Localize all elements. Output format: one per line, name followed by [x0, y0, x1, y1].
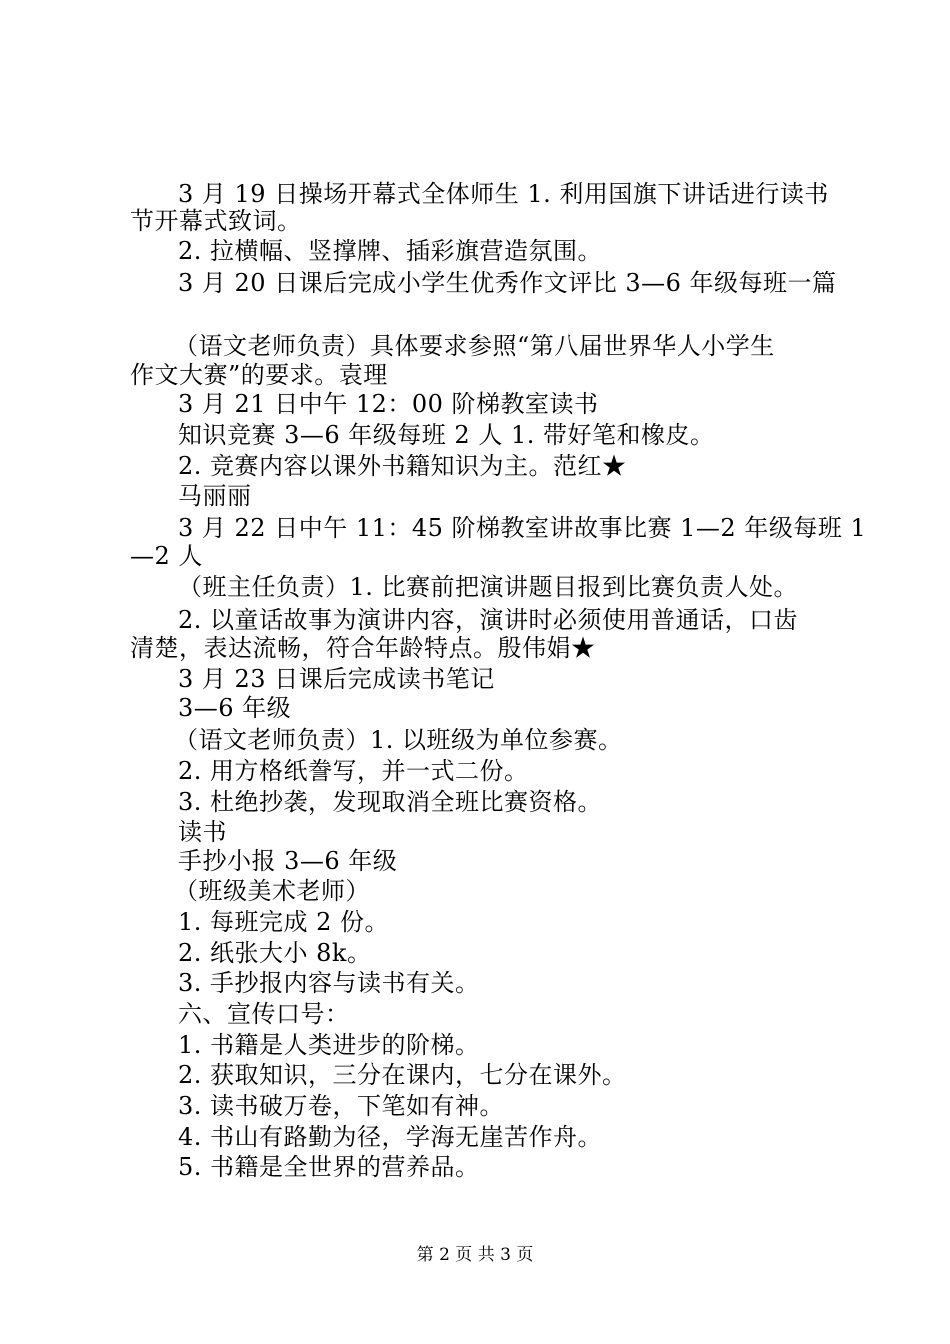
- text-line: 节开幕式致词。: [130, 207, 302, 235]
- text-line: 3—6 年级: [178, 694, 292, 722]
- page-number: 第 2 页 共 3 页: [416, 1245, 534, 1265]
- text-line: 2. 用方格纸誊写，并一式二份。: [178, 757, 529, 785]
- text-line: 马丽丽: [178, 482, 252, 510]
- text-line: 5. 书籍是全世界的营养品。: [178, 1153, 480, 1181]
- text-line: 3 月 23 日课后完成读书笔记: [178, 665, 495, 693]
- text-line: （语文老师负责）具体要求参照“第八届世界华人小学生: [174, 332, 775, 360]
- text-line: 3 月 20 日课后完成小学生优秀作文评比 3—6 年级每班一篇: [178, 269, 837, 297]
- text-line: 2. 以童话故事为演讲内容，演讲时必须使用普通话，口齿: [178, 606, 799, 634]
- text-line: 3 月 19 日操场开幕式全体师生 1. 利用国旗下讲话进行读书: [178, 180, 829, 208]
- text-line: 3 月 22 日中午 11：45 阶梯教室讲故事比赛 1—2 年级每班 1: [178, 514, 867, 542]
- text-line: 4. 书山有路勤为径，学海无崖苦作舟。: [178, 1123, 603, 1151]
- text-line: —2 人: [130, 542, 203, 570]
- text-line: 2. 获取知识，三分在课内，七分在课外。: [178, 1061, 627, 1089]
- text-line: 3. 手抄报内容与读书有关。: [178, 969, 480, 997]
- text-line: 3. 读书破万卷，下笔如有神。: [178, 1092, 505, 1120]
- text-line: 读书: [178, 818, 227, 846]
- text-line: 2. 纸张大小 8k。: [178, 939, 372, 967]
- text-line: 3 月 21 日中午 12：00 阶梯教室读书: [178, 390, 599, 418]
- text-line: 手抄小报 3—6 年级: [178, 847, 398, 875]
- text-line: （班主任负责）1. 比赛前把演讲题目报到比赛负责人处。: [178, 573, 799, 601]
- text-line: 知识竞赛 3—6 年级每班 2 人 1. 带好笔和橡皮。: [178, 421, 715, 449]
- text-line: 清楚，表达流畅，符合年龄特点。殷伟娟★: [130, 634, 596, 662]
- text-line: 作文大赛”的要求。袁理: [130, 361, 388, 389]
- text-line: 六、宣传口号：: [178, 1000, 350, 1028]
- text-line: 1. 书籍是人类进步的阶梯。: [178, 1031, 480, 1059]
- text-line: （班级美术老师）: [174, 877, 370, 905]
- text-line: 2. 竞赛内容以课外书籍知识为主。范红★: [178, 452, 627, 480]
- text-line: 3. 杜绝抄袭，发现取消全班比赛资格。: [178, 788, 603, 816]
- text-line: 2. 拉横幅、竖撑牌、插彩旗营造氛围。: [178, 237, 603, 265]
- text-line: 1. 每班完成 2 份。: [178, 908, 390, 936]
- text-line: （语文老师负责）1. 以班级为单位参赛。: [174, 726, 623, 754]
